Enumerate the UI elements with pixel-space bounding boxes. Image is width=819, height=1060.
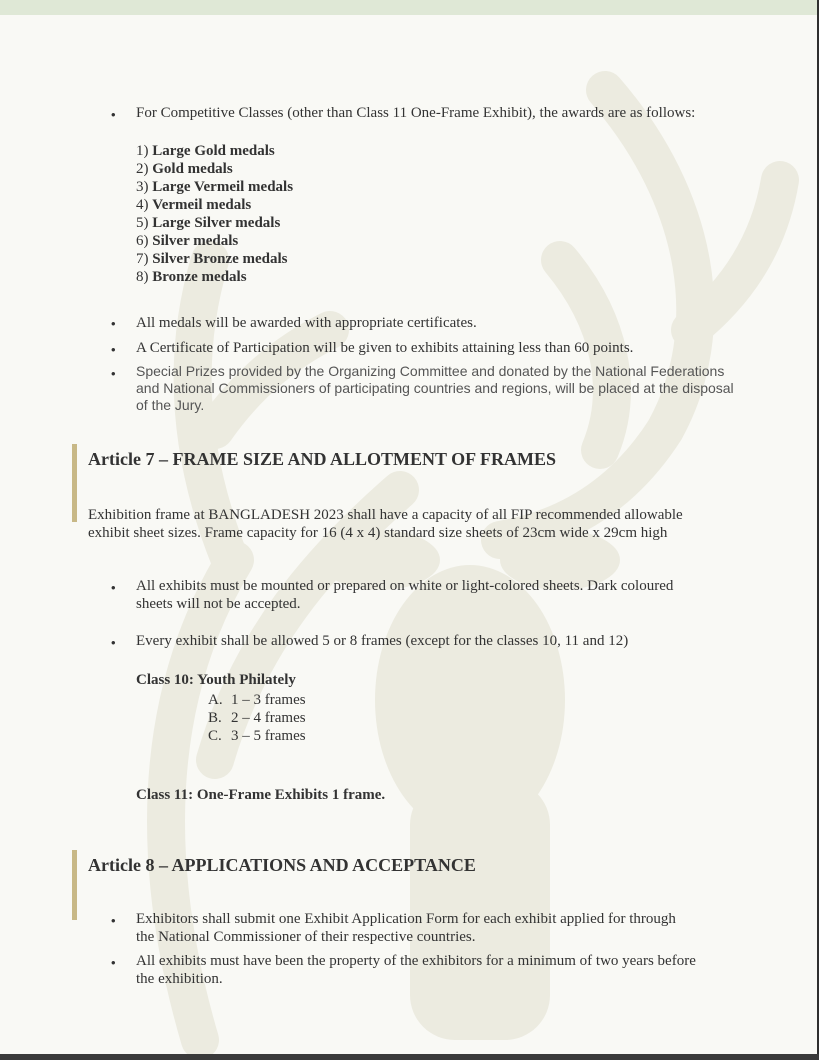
application-form-text: Exhibitors shall submit one Exhibit Application Form for each exhibit applied for through the National Commissioner of their respective countries. — [136, 911, 676, 945]
bullet-dot: • — [111, 913, 116, 928]
frame-list-item: C. 3 – 5 frames — [208, 728, 306, 744]
bullet-dot: • — [111, 107, 116, 122]
article-7-heading: Article 7 – FRAME SIZE AND ALLOTMENT OF FRAMES — [88, 449, 557, 469]
award-item: 1) Large Gold medals — [136, 143, 275, 159]
section-accent-bar — [72, 850, 77, 920]
award-item: 5) Large Silver medals — [136, 215, 281, 231]
bullet-dot: • — [111, 366, 116, 381]
bullet-dot: • — [111, 635, 116, 650]
awards-intro-text: For Competitive Classes (other than Class 11 One-Frame Exhibit), the awards are as follows: — [136, 105, 696, 121]
bullet-dot: • — [111, 580, 116, 595]
award-item: 2) Gold medals — [136, 161, 233, 177]
class-11-text: Class 11: One-Frame Exhibits 1 frame. — [136, 787, 386, 803]
frame-capacity-paragraph: Exhibition frame at BANGLADESH 2023 shall have a capacity of all FIP recommended allowable exhibit sheet sizes. Frame capacity for 16 (4 x 4) standard size sheets of 23cm wide x 29cm high — [88, 507, 683, 541]
medals-certificate-text: All medals will be awarded with appropriate certificates. — [136, 315, 477, 331]
section-accent-bar — [72, 444, 77, 522]
article-8-heading: Article 8 – APPLICATIONS AND ACCEPTANCE — [88, 855, 476, 875]
bullet-dot: • — [111, 316, 116, 331]
award-item: 8) Bronze medals — [136, 269, 247, 285]
frame-list-item: A. 1 – 3 frames — [208, 692, 306, 708]
award-item: 7) Silver Bronze medals — [136, 251, 288, 267]
award-item: 3) Large Vermeil medals — [136, 179, 294, 195]
class-10-title: Class 10: Youth Philately — [136, 672, 296, 688]
participation-certificate-text: A Certificate of Participation will be given to exhibits attaining less than 60 points. — [136, 340, 634, 356]
bullet-dot: • — [111, 342, 116, 357]
frame-allowance-text: Every exhibit shall be allowed 5 or 8 frames (except for the classes 10, 11 and 12) — [136, 633, 629, 649]
bullet-dot: • — [111, 955, 116, 970]
award-list — [136, 142, 293, 286]
sheet-color-text: All exhibits must be mounted or prepared on white or light-colored sheets. Dark coloured sheets will not be accepted. — [136, 578, 674, 612]
special-prizes-text: Special Prizes provided by the Organizing Committee and donated by the National Federations and National Commissioners of participating countries and regions, will be placed at the disposal of the Jury. — [136, 363, 734, 413]
award-item: 4) Vermeil medals — [136, 197, 252, 213]
award-item: 6) Silver medals — [136, 233, 239, 249]
frame-list-item: B. 2 – 4 frames — [208, 710, 306, 726]
class-10-frame-list — [208, 691, 306, 745]
ownership-requirement-text: All exhibits must have been the property of the exhibitors for a minimum of two years before the exhibition. — [136, 953, 696, 987]
